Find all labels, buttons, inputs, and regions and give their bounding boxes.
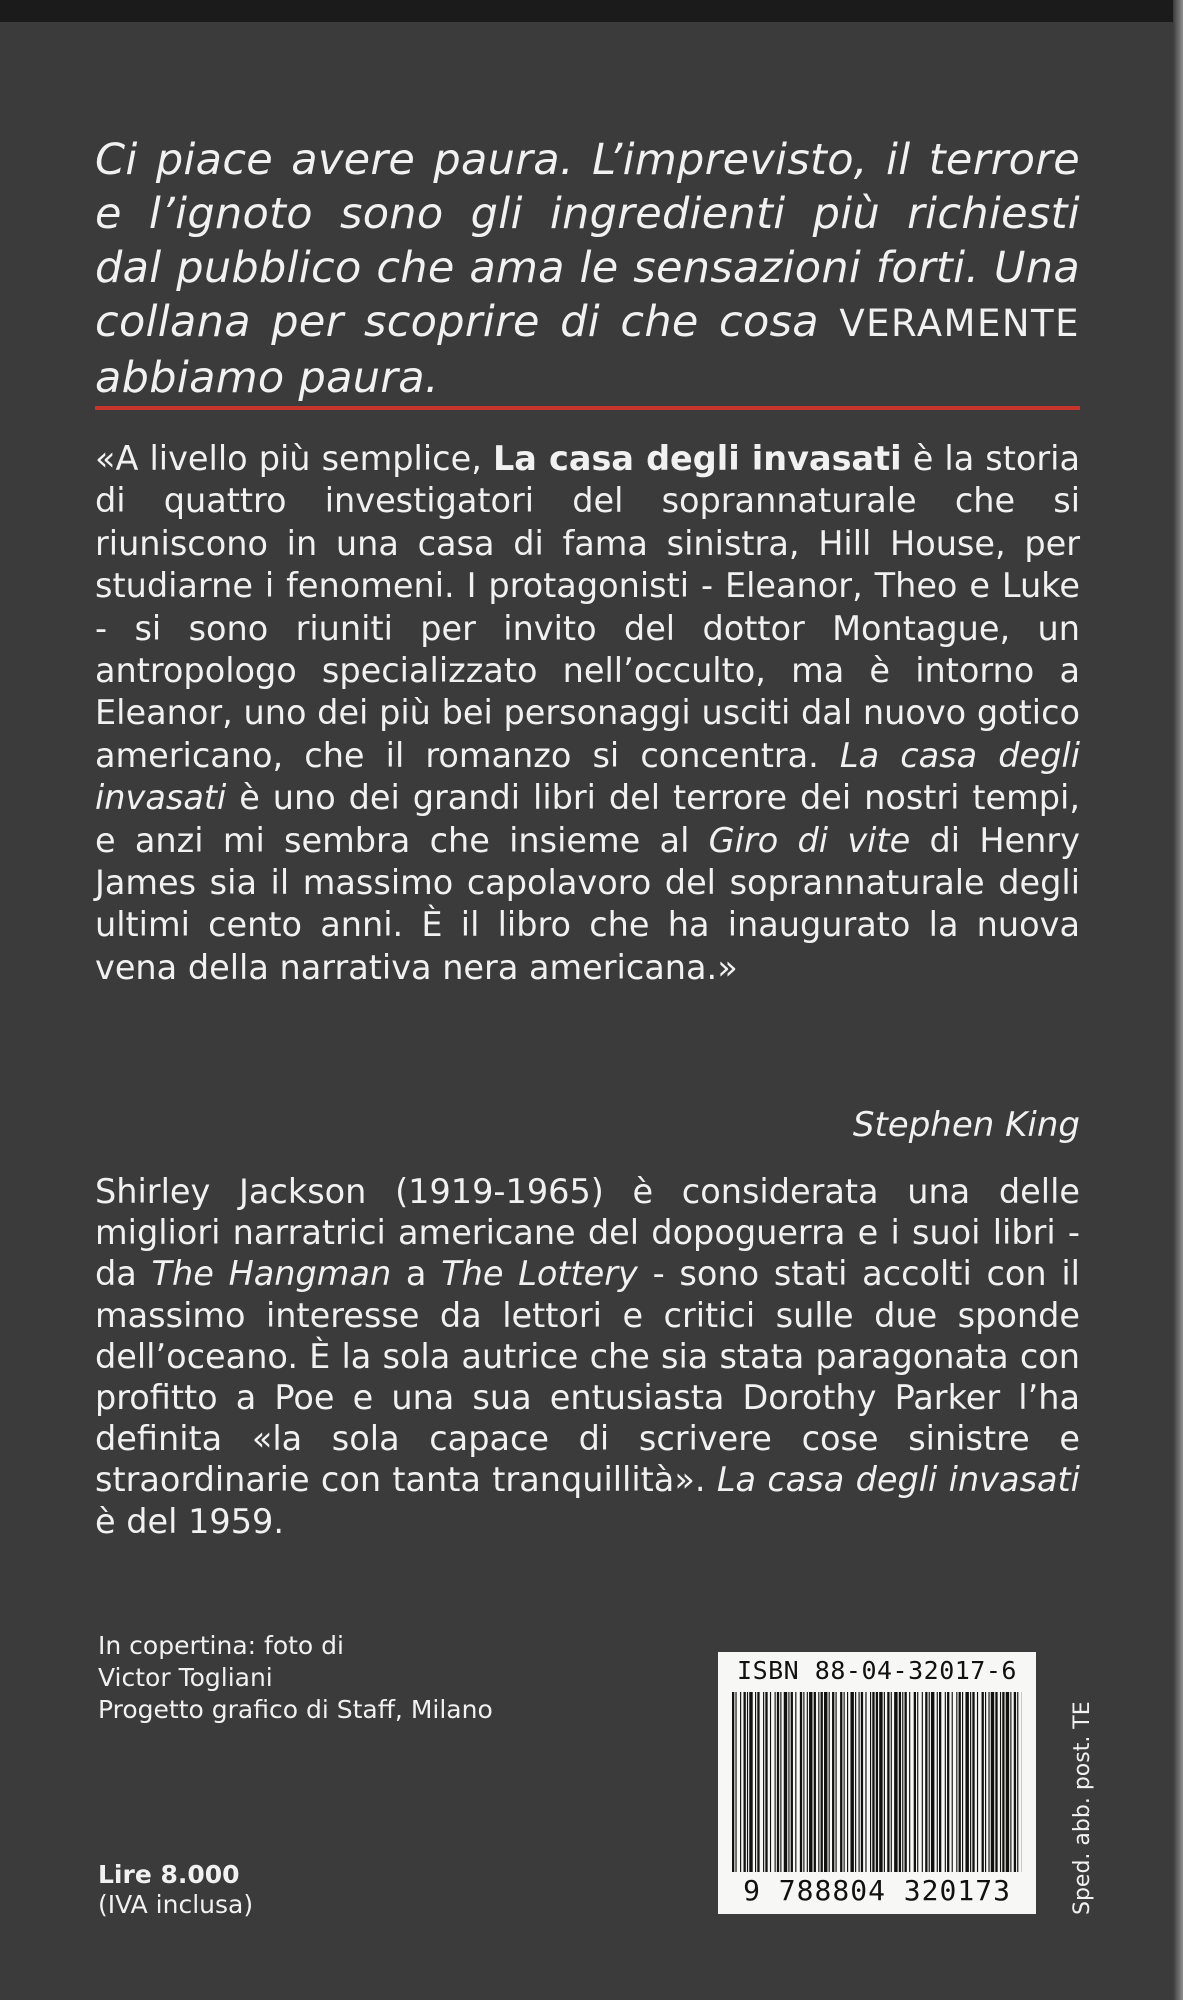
isbn-text: ISBN 88-04-32017-6 [737, 1656, 1017, 1685]
barcode-bar [982, 1692, 984, 1872]
ean-digits: 9 788804 320173 [743, 1874, 1011, 1907]
cover-credits [98, 1630, 658, 1726]
price-amount: Lire 8.000 [98, 1860, 240, 1889]
barcode-bar [977, 1692, 978, 1872]
quote-title-bold: La casa degli invasati [492, 439, 902, 478]
barcode-bar [1000, 1692, 1001, 1872]
postal-note: Sped. abb. post. TE [1070, 1701, 1095, 1915]
barcode-bar [803, 1692, 804, 1872]
series-tagline [95, 133, 1080, 405]
barcode-bar [859, 1692, 860, 1872]
barcode-bar [847, 1692, 848, 1872]
price-note: (IVA inclusa) [98, 1890, 254, 1919]
barcode-bar [905, 1692, 907, 1872]
barcode-bar [765, 1692, 767, 1872]
bio-work-1: The Hangman [151, 1254, 392, 1294]
barcode-bar [891, 1692, 892, 1872]
bio-text-1: Shirley Jackson (1919-1965) è considerata una delle migliori narratrici americane del dopoguerra e i suoi libri - da [95, 1172, 1080, 1294]
barcode-bar [788, 1692, 789, 1872]
barcode-bar [899, 1692, 901, 1872]
quote-title-italic: La casa degli invasati [95, 735, 1080, 818]
barcode-bar [791, 1692, 793, 1872]
barcode-bar [931, 1692, 934, 1872]
author-bio [95, 1171, 1080, 1542]
barcode-bar [840, 1692, 842, 1872]
barcode-bar [959, 1692, 961, 1872]
barcode-bar [855, 1692, 856, 1872]
barcode-bar [735, 1692, 736, 1872]
barcode-bar [945, 1692, 946, 1872]
barcode-bar [952, 1692, 953, 1872]
barcode-bar [732, 1692, 734, 1872]
king-quote [95, 438, 1080, 989]
barcode-bar [970, 1692, 971, 1872]
red-divider [95, 406, 1080, 410]
barcode-bar [795, 1692, 796, 1872]
quote-text-2: è la storia di quattro investigatori del soprannaturale che si riuniscono in una casa di fama sinistra, Hill House, per studiarne i fenomeni. I protagonisti - Eleanor, Theo e Luke - si sono riuniti per invito del dottor Montague, un antropologo specializzato nell’occulto, ma è intorno a Eleanor, uno dei più bei personaggi usciti dal nuovo gotico americano, che il romanzo si concentra. [95, 439, 1081, 775]
barcode-bar [829, 1692, 830, 1872]
barcode-bar [870, 1692, 871, 1872]
barcode-bar [995, 1692, 997, 1872]
barcode-bar [1010, 1692, 1011, 1872]
barcode-bar [1014, 1692, 1016, 1872]
barcode-bar [876, 1692, 878, 1872]
tagline-caps: VERAMENTE [839, 302, 1080, 345]
barcode-bar [1017, 1692, 1018, 1872]
barcode-bar [887, 1692, 889, 1872]
barcode-bar [836, 1692, 837, 1872]
barcode-bar [965, 1692, 968, 1872]
barcode-label [718, 1652, 1036, 1914]
bio-work-2: The Lottery [441, 1254, 638, 1294]
credits-line-2: Victor Togliani [98, 1663, 273, 1692]
bio-text-3: - sono stati accolti con il massimo interesse da lettori e critici sulle due sponde dell’oceano. È la sola autrice che sia stata paragonata con profitto a Poe e una sua entusiasta Dorothy Parker l’ha definita «la sola capace di scrivere cose sinistre e straordinarie con tanta tranquillità». [95, 1254, 1080, 1500]
quote-author: Stephen King [852, 1105, 1080, 1145]
top-shadow-band [0, 0, 1183, 22]
barcode-bar [939, 1692, 941, 1872]
barcode-bar [914, 1692, 916, 1872]
barcode-bar [807, 1692, 808, 1872]
barcode-bar [780, 1692, 781, 1872]
bio-work-3: La casa degli invasati [716, 1460, 1080, 1500]
barcode-bar [814, 1692, 816, 1872]
credits-line-3: Progetto grafico di Staff, Milano [98, 1695, 493, 1724]
quote-text-3: è uno dei grandi libri del terrore dei nostri tempi, e anzi mi sembra che insieme al [95, 778, 1080, 860]
barcode-bar [929, 1692, 930, 1872]
barcode-bar [988, 1692, 989, 1872]
barcode-bar [861, 1692, 863, 1872]
barcode-bar [844, 1692, 845, 1872]
barcode-bar [1006, 1692, 1009, 1872]
quote-text-1: «A livello più semplice, [95, 439, 493, 478]
barcode-bar [763, 1692, 764, 1872]
tagline-text-2: abbiamo paura. [95, 353, 439, 403]
bio-text-2: a [391, 1254, 442, 1294]
barcode-bar [865, 1692, 866, 1872]
barcode-bar [821, 1692, 823, 1872]
barcode-bar [749, 1692, 752, 1872]
barcode-bar [872, 1692, 874, 1872]
barcode-bar [770, 1692, 771, 1872]
barcode-bar [922, 1692, 923, 1872]
barcode-bar [832, 1692, 834, 1872]
barcode-bar [937, 1692, 938, 1872]
bio-text-4: è del 1959. [95, 1501, 284, 1541]
barcode-bars [732, 1692, 1022, 1872]
barcode-bar [744, 1692, 746, 1872]
barcode-bar [775, 1692, 776, 1872]
barcode-bar [777, 1692, 779, 1872]
barcode-bar [902, 1692, 903, 1872]
quote-text-4: di Henry James sia il massimo capolavoro del soprannaturale degli ultimi cento anni. È il libro che ha inaugurato la nuova vena della narrativa nera americana.» [95, 820, 1080, 987]
quote-work-italic: Giro di vite [708, 820, 911, 860]
barcode-bar [784, 1692, 787, 1872]
barcode-bar [909, 1692, 910, 1872]
barcode-bar [824, 1692, 827, 1872]
barcode-bar [879, 1692, 882, 1872]
barcode-bar [800, 1692, 802, 1872]
barcode-bar [884, 1692, 885, 1872]
barcode-bar [818, 1692, 819, 1872]
barcode-bar [747, 1692, 748, 1872]
barcode-bar [985, 1692, 986, 1872]
credits-line-1: In copertina: foto di [98, 1631, 344, 1660]
right-edge [1173, 0, 1183, 2000]
barcode-bar [947, 1692, 949, 1872]
barcode-bar [962, 1692, 963, 1872]
barcode-bar [925, 1692, 927, 1872]
barcode-bar [894, 1692, 897, 1872]
price-block [98, 1860, 398, 1920]
barcode-bar [757, 1692, 759, 1872]
barcode-bar [809, 1692, 812, 1872]
barcode-bar [740, 1692, 741, 1872]
barcode-bar [850, 1692, 853, 1872]
barcode-bar [1002, 1692, 1004, 1872]
barcode-bar [972, 1692, 974, 1872]
tagline-text-1: Ci piace avere paura. L’imprevisto, il terrore e l’ignoto sono gli ingredienti più richiesti dal pubblico che ama le sensazioni forti. Una collana per scoprire di che cosa [95, 135, 1080, 347]
barcode-bar [956, 1692, 957, 1872]
barcode-bar [991, 1692, 994, 1872]
barcode-bar [755, 1692, 756, 1872]
barcode-bar [917, 1692, 918, 1872]
